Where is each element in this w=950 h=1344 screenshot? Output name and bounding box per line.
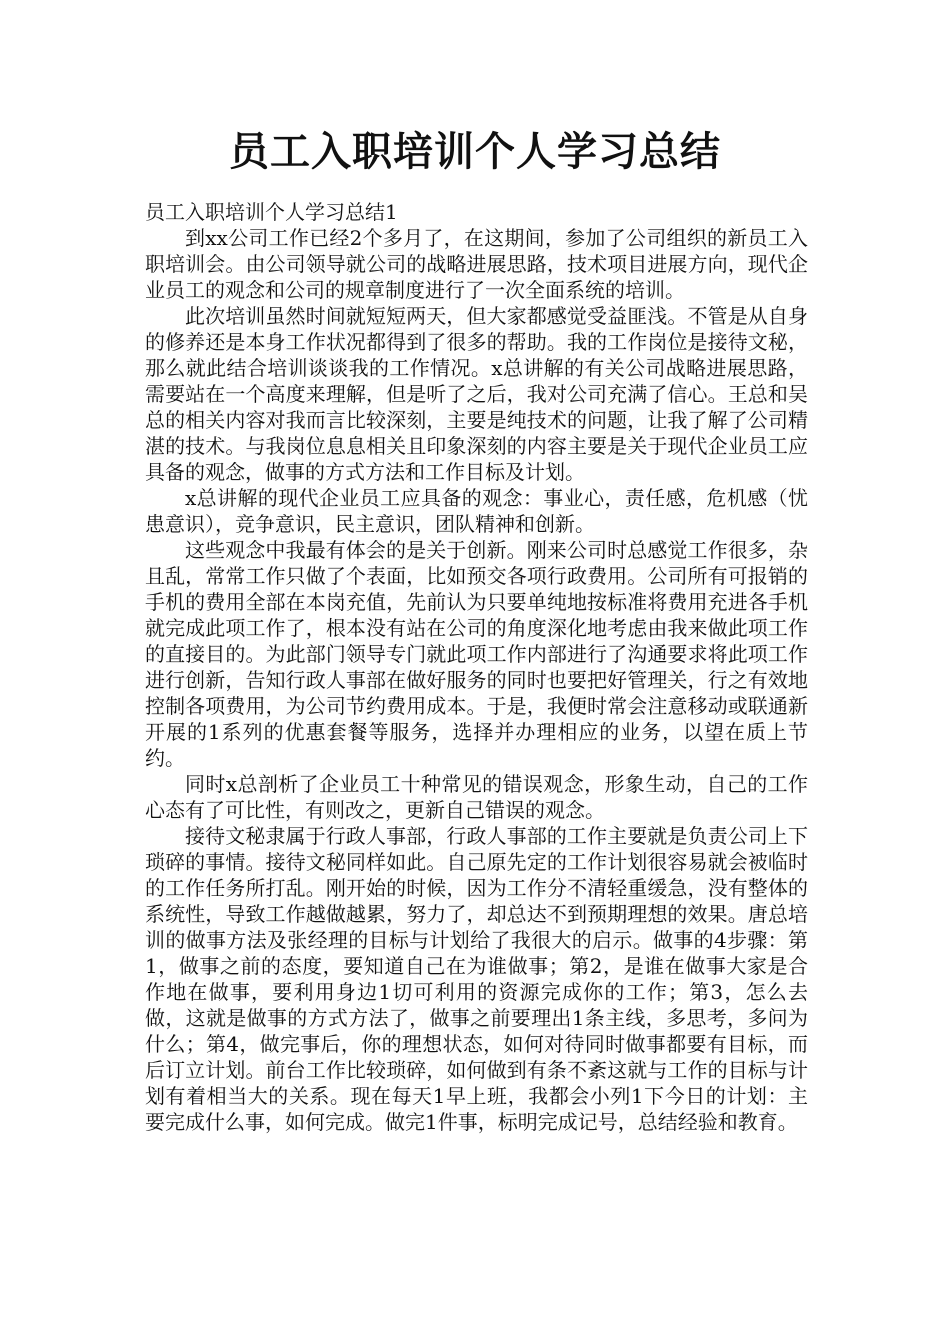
paragraph: 这些观念中我最有体会的是关于创新。刚来公司时总感觉工作很多，杂且乱，常常工作只做了个表面，比如预交各项行政费用。公司所有可报销的手机的费用全部在本岗充值，先前认为只要单纯地按标准将费用充进各手机就完成此项工作了，根本没有站在公司的角度深化地考虑由我来做此项工作的直接目的。为此部门领导专门就此项工作内部进行了沟通要求将此项工作进行创新，告知行政人事部在做好服务的同时也要把好管理关，行之有效地控制各项费用，为公司节约费用成本。于是，我便时常会注意移动或联通新开展的1系列的优惠套餐等服务，选择并办理相应的业务，以望在质上节约。	[145, 538, 808, 770]
paragraph: 同时x总剖析了企业员工十种常见的错误观念，形象生动，自己的工作心态有了可比性，有则改之，更新自己错误的观念。	[145, 772, 808, 822]
paragraph: 此次培训虽然时间就短短两天，但大家都感觉受益匪浅。不管是从自身的修养还是本身工作状况都得到了很多的帮助。我的工作岗位是接待文秘，那么就此结合培训谈谈我的工作情况。x总讲解的有关公司战略进展思路，需要站在一个高度来理解，但是听了之后，我对公司充满了信心。王总和吴总的相关内容对我而言比较深刻，主要是纯技术的问题，让我了解了公司精湛的技术。与我岗位息息相关且印象深刻的内容主要是关于现代企业员工应具备的观念，做事的方式方法和工作目标及计划。	[145, 304, 808, 484]
paragraph: 到xx公司工作已经2个多月了，在这期间，参加了公司组织的新员工入职培训会。由公司领导就公司的战略进展思路，技术项目进展方向，现代企业员工的观念和公司的规章制度进行了一次全面系统的培训。	[145, 226, 808, 302]
paragraph: 接待文秘隶属于行政人事部，行政人事部的工作主要就是负责公司上下琐碎的事情。接待文秘同样如此。自己原先定的工作计划很容易就会被临时的工作任务所打乱。刚开始的时候，因为工作分不清轻重缓急，没有整体的系统性，导致工作越做越累，努力了，却总达不到预期理想的效果。唐总培训的做事方法及张经理的目标与计划给了我很大的启示。做事的4步骤：第1，做事之前的态度，要知道自己在为谁做事；第2，是谁在做事大家是合作地在做事，要利用身边1切可利用的资源完成你的工作；第3，怎么去做，这就是做事的方式方法了，做事之前要理出1条主线，多思考，多问为什么；第4，做完事后，你的理想状态，如何对待同时做事都要有目标，而后订立计划。前台工作比较琐碎，如何做到有条不紊这就与工作的目标与计划有着相当大的关系。现在每天1早上班，我都会小列1下今日的计划：主要完成什么事，如何完成。做完1件事，标明完成记号，总结经验和教育。	[145, 824, 808, 1134]
document-body	[145, 199, 808, 1135]
section-heading: 员工入职培训个人学习总结1	[145, 200, 398, 224]
document-title: 员工入职培训个人学习总结	[229, 129, 721, 175]
paragraph: x总讲解的现代企业员工应具备的观念：事业心，责任感，危机感（忧患意识），竞争意识，民主意识，团队精神和创新。	[145, 486, 808, 536]
